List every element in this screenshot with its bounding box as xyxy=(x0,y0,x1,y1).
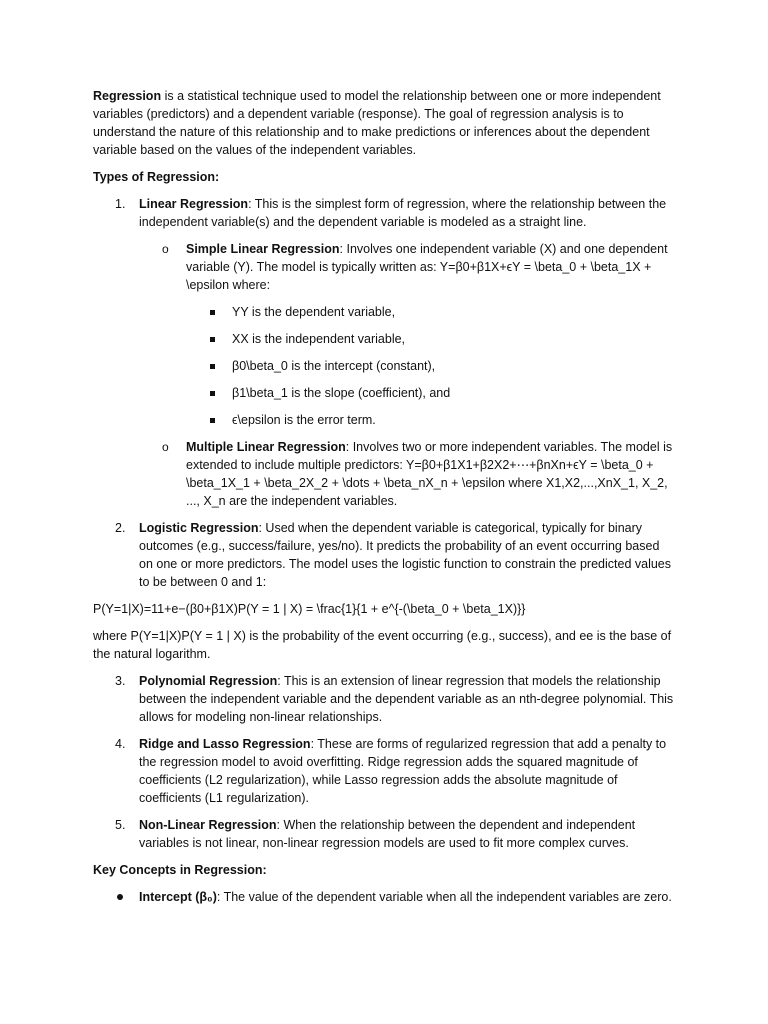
polynomial-text: : This is an extension of linear regression that models the relationship between the independent variable and the dependent variable as an nth-degree polynomial. This allows for modeling non-linear relationships. xyxy=(139,674,674,724)
concepts-heading: Key Concepts in Regression: xyxy=(93,863,267,877)
intercept-text: : The value of the dependent variable when all the independent variables are zero. xyxy=(216,890,672,904)
simple-title: Simple Linear Regression xyxy=(186,242,340,256)
intro-paragraph xyxy=(93,87,675,159)
sublist-item-multiple xyxy=(93,438,675,510)
multiple-title: Multiple Linear Regression xyxy=(186,440,346,454)
bullet-text: ϵ\epsilon is the error term. xyxy=(232,413,376,427)
bullet-item xyxy=(93,384,675,402)
linear-text: : This is the simplest form of regression, where the relationship between the independent variable(s) and the dependent variable is modeled as a straight line. xyxy=(139,197,667,229)
intercept-title: Intercept (β₀) xyxy=(139,890,217,904)
bullet-item xyxy=(93,303,675,321)
formula-explanation: where P(Y=1|X)P(Y = 1 | X) is the probability of the event occurring (e.g., success), and ee is the base of the natural logarithm. xyxy=(93,629,672,661)
ridge-text: : These are forms of regularized regression that add a penalty to the regression model to avoid overfitting. Ridge regression adds the squared magnitude of coefficients (L2 regularization), while Lasso regression adds the absolute magnitude of coefficients (L1 regularization). xyxy=(139,737,667,805)
circle-marker: o xyxy=(162,242,169,256)
bullet-item xyxy=(93,411,675,429)
ridge-title: Ridge and Lasso Regression xyxy=(139,737,311,751)
logistic-formula: P(Y=1|X)=11+e−(β0+β1X)P(Y = 1 | X) = \frac{1}{1 + e^{-(\beta_0 + \beta_1X)}} xyxy=(93,602,526,616)
list-item-linear xyxy=(93,195,675,231)
concept-item-intercept xyxy=(93,888,675,906)
nonlinear-title: Non-Linear Regression xyxy=(139,818,277,832)
document-page xyxy=(93,87,675,915)
multiple-text: : Involves two or more independent variables. The model is extended to include multiple predictors: Y=β0+β1X1+β2X2+⋯+βnXn+ϵY = \beta_0 + \beta_1X_1 + \beta_2X_2 + \dots + \beta_nX_n + \epsilon where X1,X2,...,XnX_1, X_2, ..., X_n are the independent variables. xyxy=(186,440,673,508)
bullet-text: YY is the dependent variable, xyxy=(232,305,396,319)
list-number: 2. xyxy=(115,521,126,535)
list-item-nonlinear xyxy=(93,816,675,852)
square-bullet-icon xyxy=(210,310,215,315)
types-heading: Types of Regression: xyxy=(93,170,220,184)
round-bullet-icon xyxy=(117,894,123,900)
square-bullet-icon xyxy=(210,364,215,369)
bullet-item xyxy=(93,330,675,348)
square-bullet-icon xyxy=(210,418,215,423)
list-number: 4. xyxy=(115,737,126,751)
list-item-polynomial xyxy=(93,672,675,726)
circle-marker: o xyxy=(162,440,169,454)
sublist-item-simple xyxy=(93,240,675,294)
logistic-title: Logistic Regression xyxy=(139,521,259,535)
list-item-logistic xyxy=(93,519,675,591)
bullet-text: XX is the independent variable, xyxy=(232,332,406,346)
intro-term: Regression xyxy=(93,89,162,103)
bullet-text: β1\beta_1 is the slope (coefficient), and xyxy=(232,386,451,400)
list-number: 3. xyxy=(115,674,126,688)
bullet-item xyxy=(93,357,675,375)
nonlinear-text: : When the relationship between the dependent and independent variables is not linear, non-linear regression models are used to fit more complex curves. xyxy=(139,818,636,850)
linear-title: Linear Regression xyxy=(139,197,249,211)
intro-text: is a statistical technique used to model the relationship between one or more independent variables (predictors) and a dependent variable (response). The goal of regression analysis is to understand the nature of this relationship and to make predictions or inferences about the dependent variable based on the values of the independent variables. xyxy=(93,89,661,157)
logistic-text: : Used when the dependent variable is categorical, typically for binary outcomes (e.g., success/failure, yes/no). It predicts the probability of an event occurring based on one or more predictors. The model uses the logistic function to constrain the predicted values to be between 0 and 1: xyxy=(139,521,672,589)
square-bullet-icon xyxy=(210,337,215,342)
square-bullet-icon xyxy=(210,391,215,396)
bullet-text: β0\beta_0 is the intercept (constant), xyxy=(232,359,436,373)
list-number: 1. xyxy=(115,197,126,211)
list-number: 5. xyxy=(115,818,126,832)
list-item-ridge-lasso xyxy=(93,735,675,807)
polynomial-title: Polynomial Regression xyxy=(139,674,278,688)
simple-text: : Involves one independent variable (X) and one dependent variable (Y). The model is typically written as: Y=β0+β1X+ϵY = \beta_0 + \beta_1X + \epsilon where: xyxy=(186,242,668,292)
